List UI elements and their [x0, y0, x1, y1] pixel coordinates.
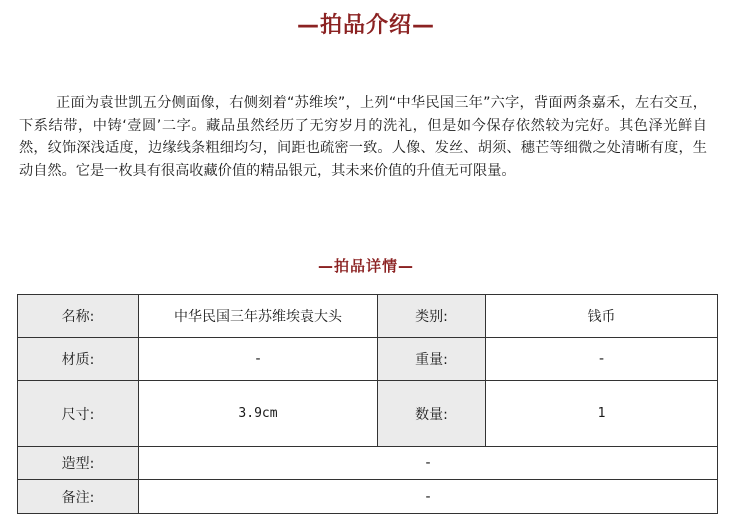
size-label: 尺寸:	[18, 381, 139, 447]
details-title: —拍品详情—	[317, 257, 414, 275]
details-table	[17, 294, 718, 514]
intro-title: —拍品介绍—	[296, 13, 435, 38]
table-row-remarks	[18, 480, 718, 514]
material-label: 材质:	[18, 338, 139, 381]
name-label: 名称:	[18, 295, 139, 338]
table-row-material	[18, 338, 718, 381]
quantity-value: 1	[486, 381, 718, 447]
table-row-shape	[18, 447, 718, 480]
remarks-label: 备注:	[18, 480, 139, 514]
remarks-value: -	[139, 480, 718, 514]
name-value: 中华民国三年苏维埃袁大头	[139, 295, 378, 338]
shape-label: 造型:	[18, 447, 139, 480]
size-value: 3.9cm	[139, 381, 378, 447]
quantity-label: 数量:	[378, 381, 486, 447]
shape-value: -	[139, 447, 718, 480]
weight-label: 重量:	[378, 338, 486, 381]
weight-value: -	[486, 338, 718, 381]
category-value: 钱币	[486, 295, 718, 338]
table-row-name	[18, 295, 718, 338]
table-row-size	[18, 381, 718, 447]
intro-description: 正面为袁世凯五分侧面像，右侧刻着“苏维埃”，上列“中华民国三年”六字，背面两条嘉禾，左右交互，下系结带，中铸‘壹圆’二字。藏品虽然经历了无穷岁月的洗礼，但是如今保存依然较为完好。其色泽光鲜自然，纹饰深浅适度，边缘线条粗细均匀，间距也疏密一致。人像、发丝、胡须、穗芒等细微之处清晰有度，生动自然。它是一枚具有很高收藏价值的精品银元，其未来价值的升值无可限量。	[19, 95, 707, 179]
material-value: -	[139, 338, 378, 381]
category-label: 类别:	[378, 295, 486, 338]
